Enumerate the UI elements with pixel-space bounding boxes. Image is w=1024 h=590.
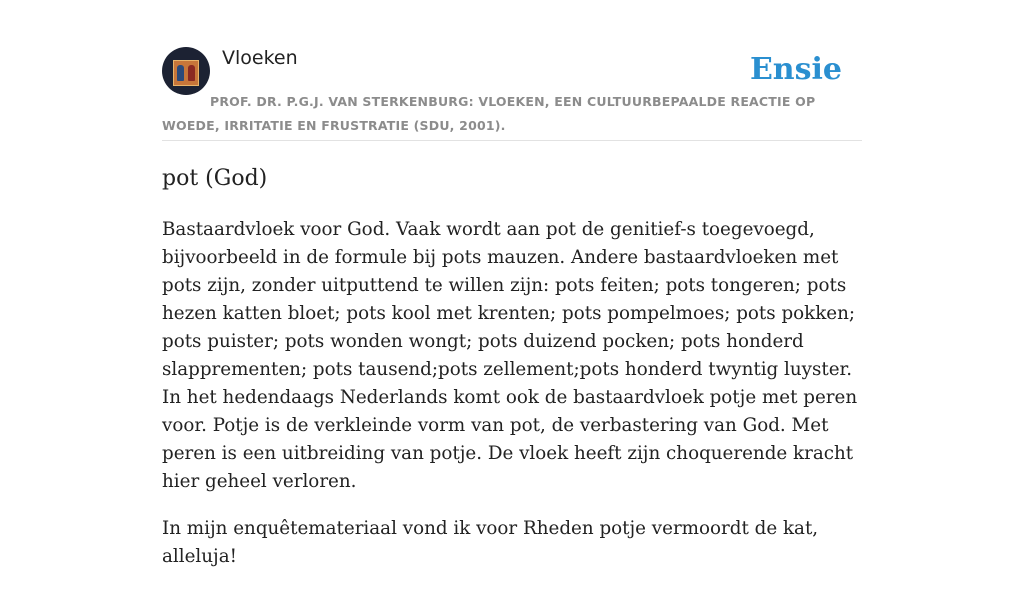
collection-title-link[interactable]: Vloeken — [222, 47, 298, 69]
collection-header — [162, 46, 862, 141]
entry-title: pot (God) — [162, 166, 268, 191]
entry-body — [162, 216, 862, 590]
illustrated-book-cover-icon — [173, 60, 199, 86]
entry-paragraph: In mijn enquêtemateriaal vond ik voor Rheden potje vermoordt de kat, alleluja! — [162, 518, 819, 567]
collection-avatar[interactable] — [162, 47, 210, 95]
entry-paragraph: Bastaardvloek voor God. Vaak wordt aan pot de genitief-s toegevoegd, bijvoorbeeld in de formule bij pots mauzen. Andere bastaardvloeken met pots zijn, zonder uitputtend te willen zijn: pots feiten; pots tongeren; pots hezen katten bloet; pots kool met krenten; pots pompelmoes; pots pokken; pots puister; pots wonden wongt; pots duizend pocken; pots honderd slapprementen; pots tausend;pots zellement;pots honderd twyntig luyster. In het hedendaags Nederlands komt ook de bastaardvloek potje met peren voor. Potje is de verkleinde vorm van pot, de verbastering van God. Met peren is een uitbreiding van potje. De vloek heeft zijn choquerende kracht hier geheel verloren. — [162, 219, 858, 492]
ensie-logo-link[interactable]: Ensie — [749, 52, 842, 87]
collection-source: PROF. DR. P.G.J. VAN STERKENBURG: VLOEKEN, EEN CULTUURBEPAALDE REACTIE OP WOEDE, IRRITATIE EN FRUSTRATIE (SDU, 2001). — [162, 94, 816, 133]
